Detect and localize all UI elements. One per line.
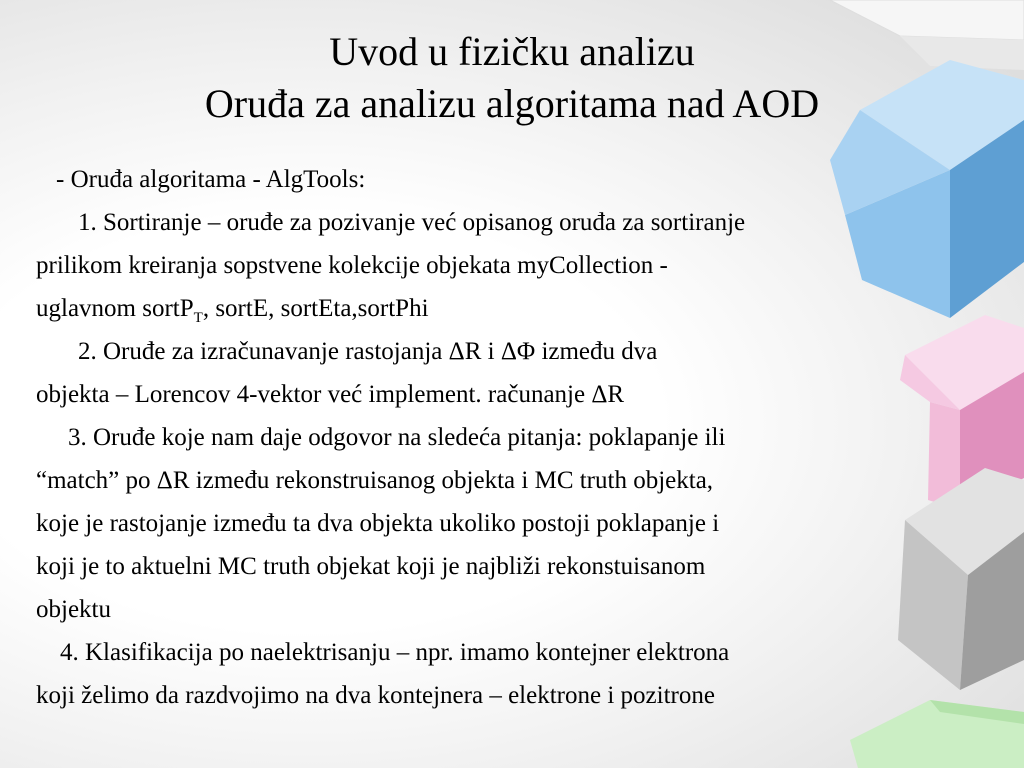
item-4-line-1: 4. Klasifikacija po naelektrisanju – npr. imamo kontejner elektrona [60, 639, 730, 666]
item-1-line-1: 1. Sortiranje – oruđe za pozivanje već opisanog oruđa za sortiranje [78, 209, 746, 236]
item-1-subscript: T [193, 310, 203, 326]
item-2-line-2: objekta – Lorencov 4-vektor već implement. računanje ΔR [36, 381, 625, 408]
slide-title [0, 26, 1024, 130]
title-line-1: Uvod u fizičku analizu [329, 29, 695, 74]
item-1-line-3-pre: uglavnom sortP [36, 295, 194, 322]
slide-body [36, 158, 996, 717]
section-heading: - Oruđa algoritama - AlgTools: [56, 166, 366, 193]
item-4-line-2: koji želimo da razdvojimo na dva kontejnera – elektrone i pozitrone [36, 682, 715, 709]
item-1-line-2: prilikom kreiranja sopstvene kolekcije objekata myCollection - [36, 252, 668, 279]
item-2-line-1: 2. Oruđe za izračunavanje rastojanja ΔR i ΔΦ između dva [78, 338, 658, 365]
item-3-line-5: objektu [36, 596, 111, 623]
item-3-line-1: 3. Oruđe koje nam daje odgovor na sledeća pitanja: poklapanje ili [68, 424, 726, 451]
item-3-line-4: koji je to aktuelni MC truth objekat koji je najbliži rekonstuisanom [36, 553, 706, 580]
item-1-line-3 [36, 287, 996, 330]
item-3-line-2: “match” po ΔR između rekonstruisanog objekta i MC truth objekta, [36, 467, 714, 494]
title-line-2: Oruđa za analizu algoritama nad AOD [204, 81, 820, 126]
item-3-line-3: koje je rastojanje između ta dva objekta ukoliko postoji poklapanje i [36, 510, 720, 537]
item-1-line-3-post: , sortE, sortEta,sortPhi [202, 295, 429, 322]
